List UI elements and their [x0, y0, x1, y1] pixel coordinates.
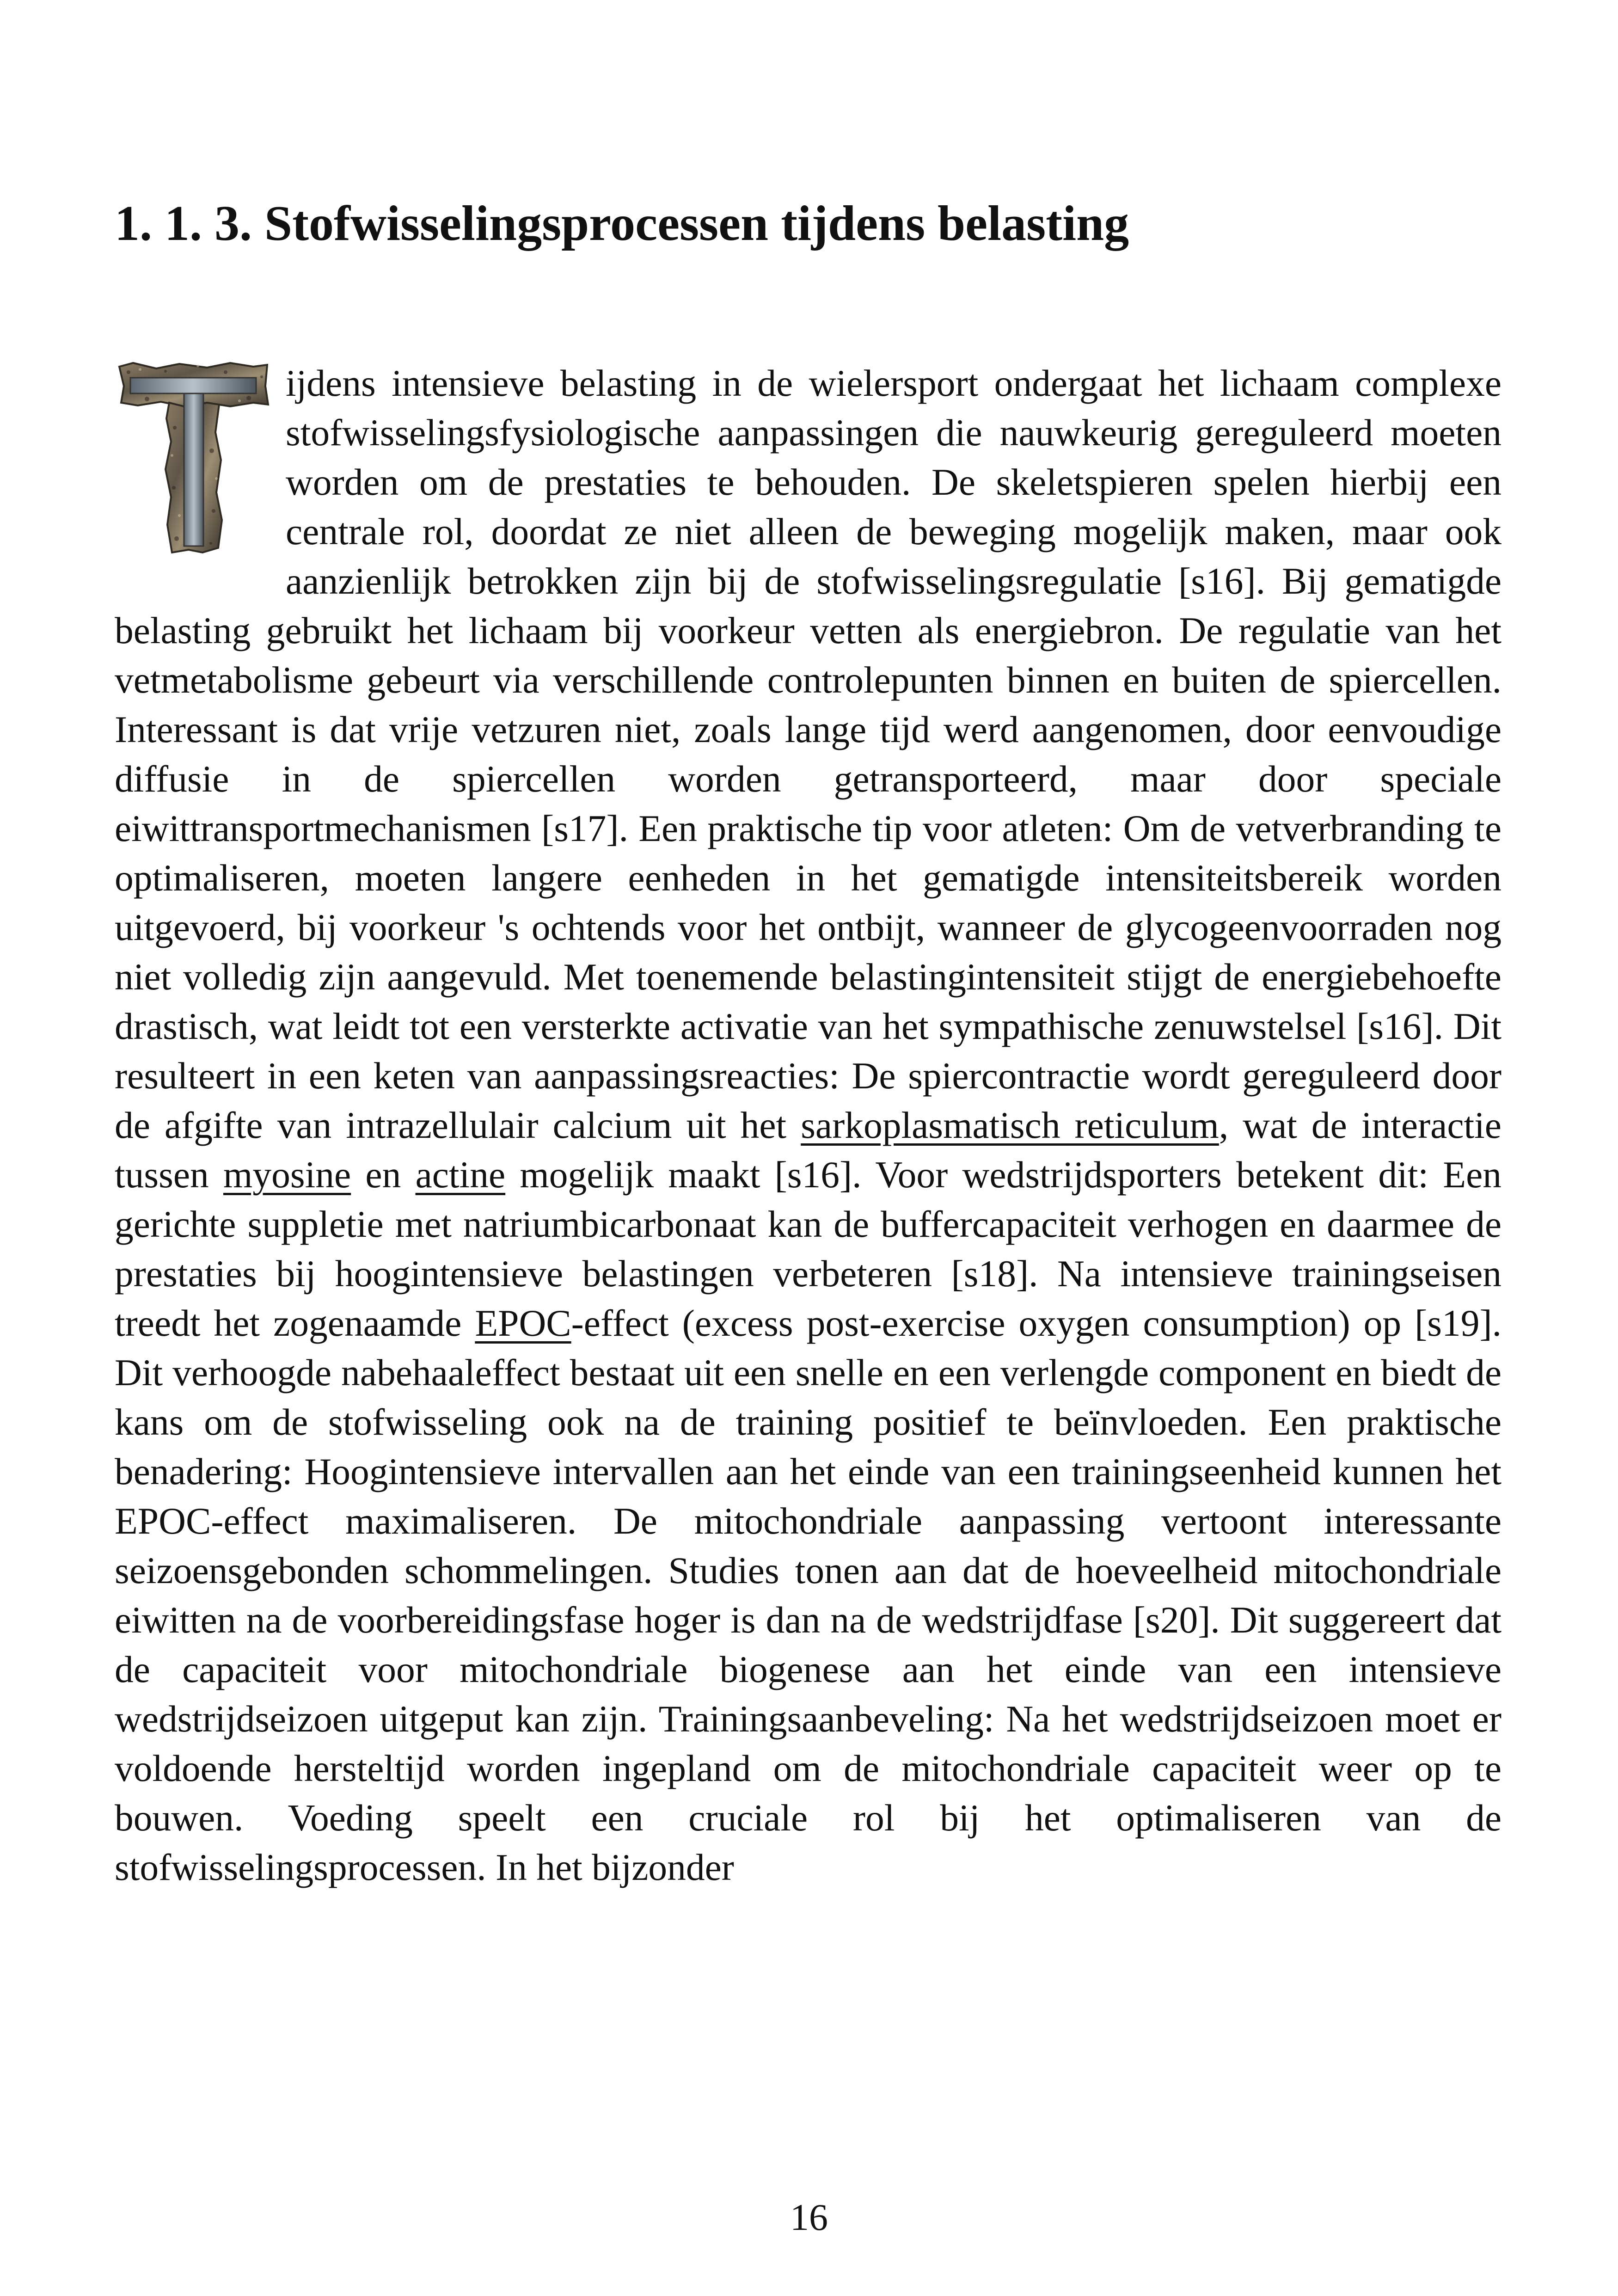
section-heading: 1. 1. 3. Stofwisselingsprocessen tijdens belasting [115, 196, 1129, 251]
paragraph-text-5: -effect (excess post-exercise oxygen consumption) op [s19]. Dit verhoogde nabehaaleffect bestaat uit een snelle en een verlengde component en biedt de kans om de stofwisseling ook na de training positief te beïnvloeden. Een praktische benadering: Hoogintensieve intervallen aan het einde van een trainingseenheid kunnen het EPOC-effect maximaliseren. De mitochondriale aanpassing vertoont interessante seizoensgebonden schommelingen. Studies tonen aan dat de hoeveelheid mitochondriale eiwitten na de voorbereidingsfase hoger is dan na de wedstrijdfase [s20]. Dit suggereert dat de capaciteit voor mitochondriale biogenese aan het einde van een intensieve wedstrijdseizoen uitgeput kan zijn. Trainingsaanbeveling: Na het wedstrijdseizoen moet er voldoende hersteltijd worden ingepland om de mitochondriale capaciteit weer op te bouwen. Voeding speelt een cruciale rol bij het optimaliseren van de stofwisselingsprocessen. In het bijzonder [115, 1302, 1502, 1888]
page-number: 16 [790, 2196, 828, 2238]
link-sarkoplasmatisch-reticulum[interactable]: sarkoplasmatisch reticulum [801, 1104, 1219, 1146]
body-column [115, 358, 1502, 1892]
paragraph-text-1: ijdens intensieve belasting in de wielersport ondergaat het lichaam complexe stofwisselingsfysiologische aanpassingen die nauwkeurig gereguleerd moeten worden om de prestaties te behouden. De skeletspieren spelen hierbij een centrale rol, doordat ze niet alleen de beweging mogelijk maken, maar ook aanzienlijk betrokken zijn bij de stofwisselingsregulatie [s16]. Bij gematigde belasting gebruikt het lichaam bij voorkeur vetten als energiebron. De regulatie van het vetmetabolisme gebeurt via verschillende controlepunten binnen en buiten de spiercellen. Interessant is dat vrije vetzuren niet, zoals lange tijd werd aangenomen, door eenvoudige diffusie in de spiercellen worden getransporteerd, maar door speciale eiwittransportmechanismen [s17]. Een praktische tip voor atleten: Om de vetverbranding te optimaliseren, moeten langere eenheden in het gematigde intensiteitsbereik worden uitgevoerd, bij voorkeur 's ochtends voor het ontbijt, wanneer de glycogeenvoorraden nog niet volledig zijn aangevuld. Met toenemende belastingintensiteit stijgt de energiebehoefte drastisch, wat leidt tot een versterkte activatie van het sympathische zenuwstelsel [s16]. Dit resulteert in een keten van aanpassingsreacties: De spiercontractie wordt gereguleerd door de afgifte van intrazellulair calcium uit het [115, 362, 1502, 1146]
paragraph-text-4: mogelijk maakt [s16]. Voor wedstrijdsporters betekent dit: Een gerichte suppletie met natriumbicarbonaat kan de buffercapaciteit verhogen en daarmee de prestaties bij hoogintensieve belastingen verbeteren [s18]. Na intensieve trainingseisen treedt het zogenaamde [115, 1154, 1502, 1344]
link-myosine[interactable]: myosine [223, 1154, 351, 1196]
paragraph-text-2: , wat de interactie tussen [115, 1104, 1502, 1196]
drop-cap-t-icon [115, 358, 272, 557]
paragraph-text-3: en [351, 1154, 416, 1196]
link-epoc[interactable]: EPOC [475, 1302, 571, 1344]
link-actine[interactable]: actine [415, 1154, 506, 1196]
body-paragraph [115, 358, 1502, 1892]
